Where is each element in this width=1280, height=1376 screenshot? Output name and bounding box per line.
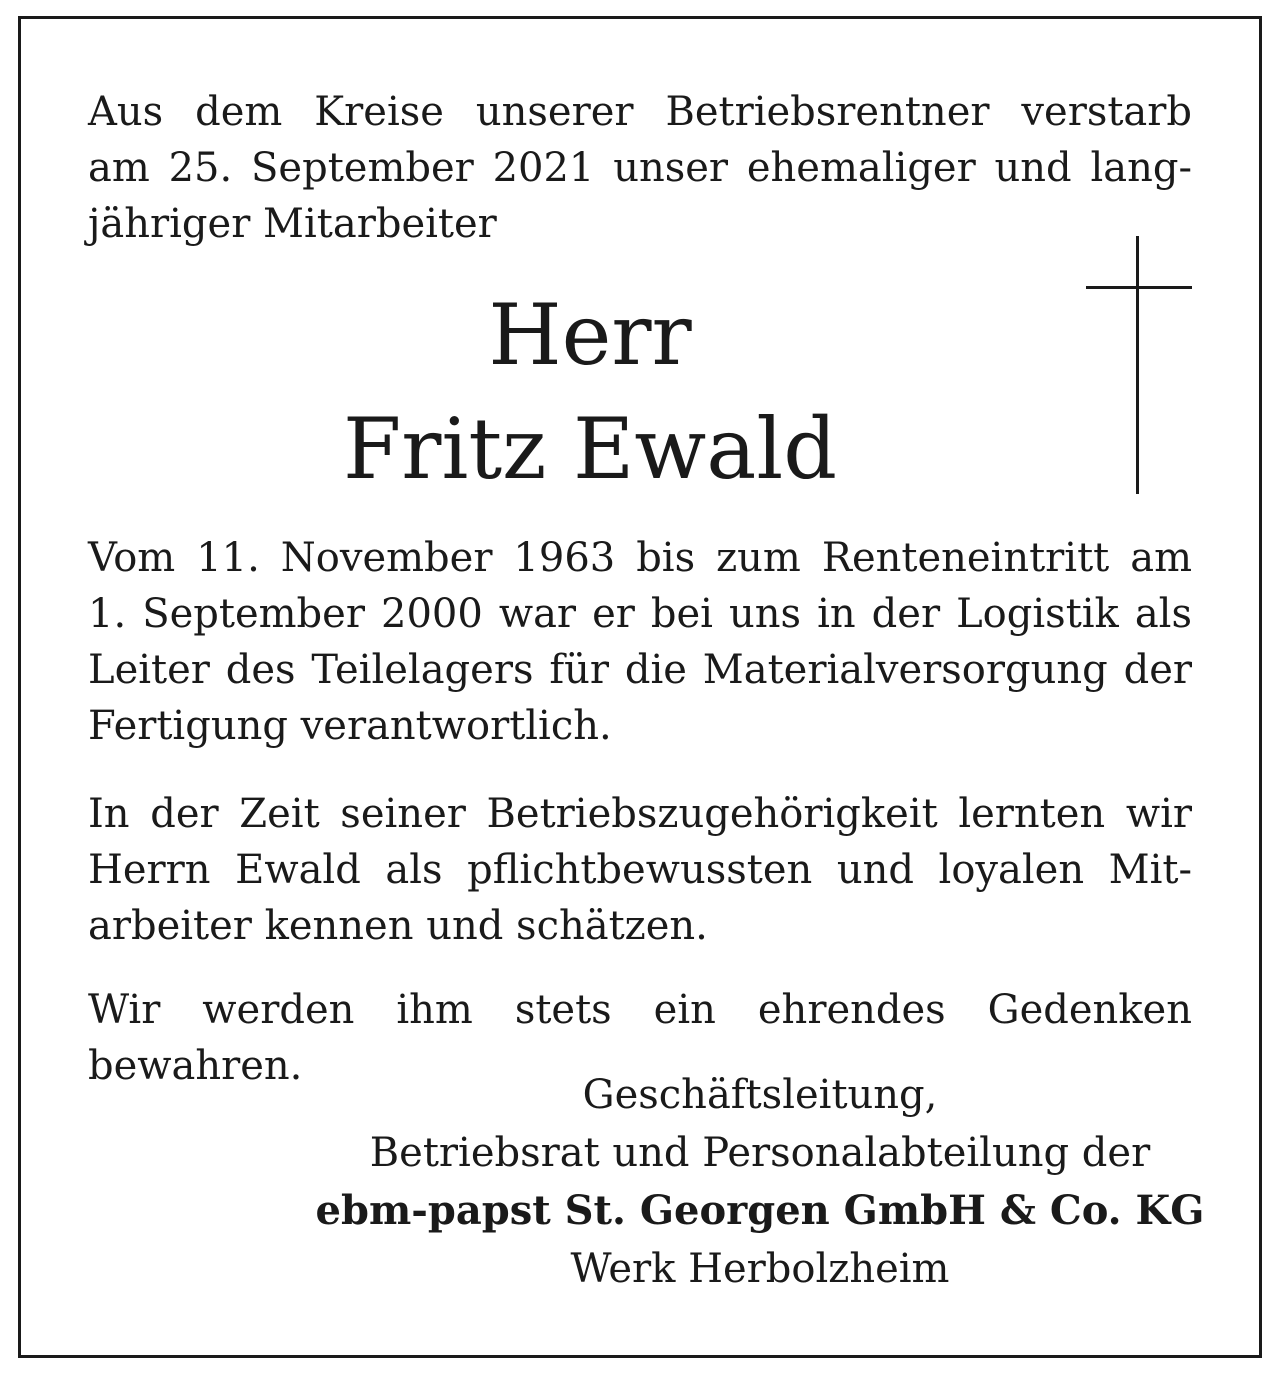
cross-vertical-bar <box>1136 236 1139 494</box>
signature-site: Werk Herbolzheim <box>570 1246 950 1292</box>
career-line: Leiter des Teilelagers für die Materialversorgung der <box>88 647 1192 693</box>
salutation: Herr <box>488 286 692 384</box>
cross-icon <box>1086 236 1192 494</box>
appreciation-line: arbeiter kennen und schätzen. <box>88 903 708 949</box>
intro-paragraph <box>88 84 1192 252</box>
remembrance-line: Wir werden ihm stets ein ehrendes Gedenken bewahren. <box>88 987 1192 1089</box>
career-paragraph <box>88 530 1192 754</box>
intro-line: Aus dem Kreise unserer Betriebsrentner verstarb <box>88 89 1192 135</box>
career-line: Fertigung verantwortlich. <box>88 703 612 749</box>
career-line: Vom 11. November 1963 bis zum Renteneintritt am <box>88 535 1192 581</box>
intro-line: jähriger Mitarbeiter <box>88 201 497 247</box>
signature-management: Geschäftsleitung, <box>582 1072 938 1118</box>
signature-departments: Betriebsrat und Personalabteilung der <box>369 1130 1151 1176</box>
intro-line: am 25. September 2021 unser ehemaliger und lang- <box>88 145 1192 191</box>
signature-company: ebm-papst St. Georgen GmbH & Co. KG <box>315 1187 1205 1234</box>
appreciation-line: In der Zeit seiner Betriebszugehörigkeit lernten wir <box>88 791 1192 837</box>
appreciation-line: Herrn Ewald als pflichtbewussten und loyalen Mit- <box>88 847 1192 893</box>
cross-horizontal-bar <box>1086 286 1192 289</box>
career-line: 1. September 2000 war er bei uns in der Logistik als <box>88 591 1192 637</box>
appreciation-paragraph <box>88 786 1192 954</box>
deceased-name: Fritz Ewald <box>343 400 837 498</box>
